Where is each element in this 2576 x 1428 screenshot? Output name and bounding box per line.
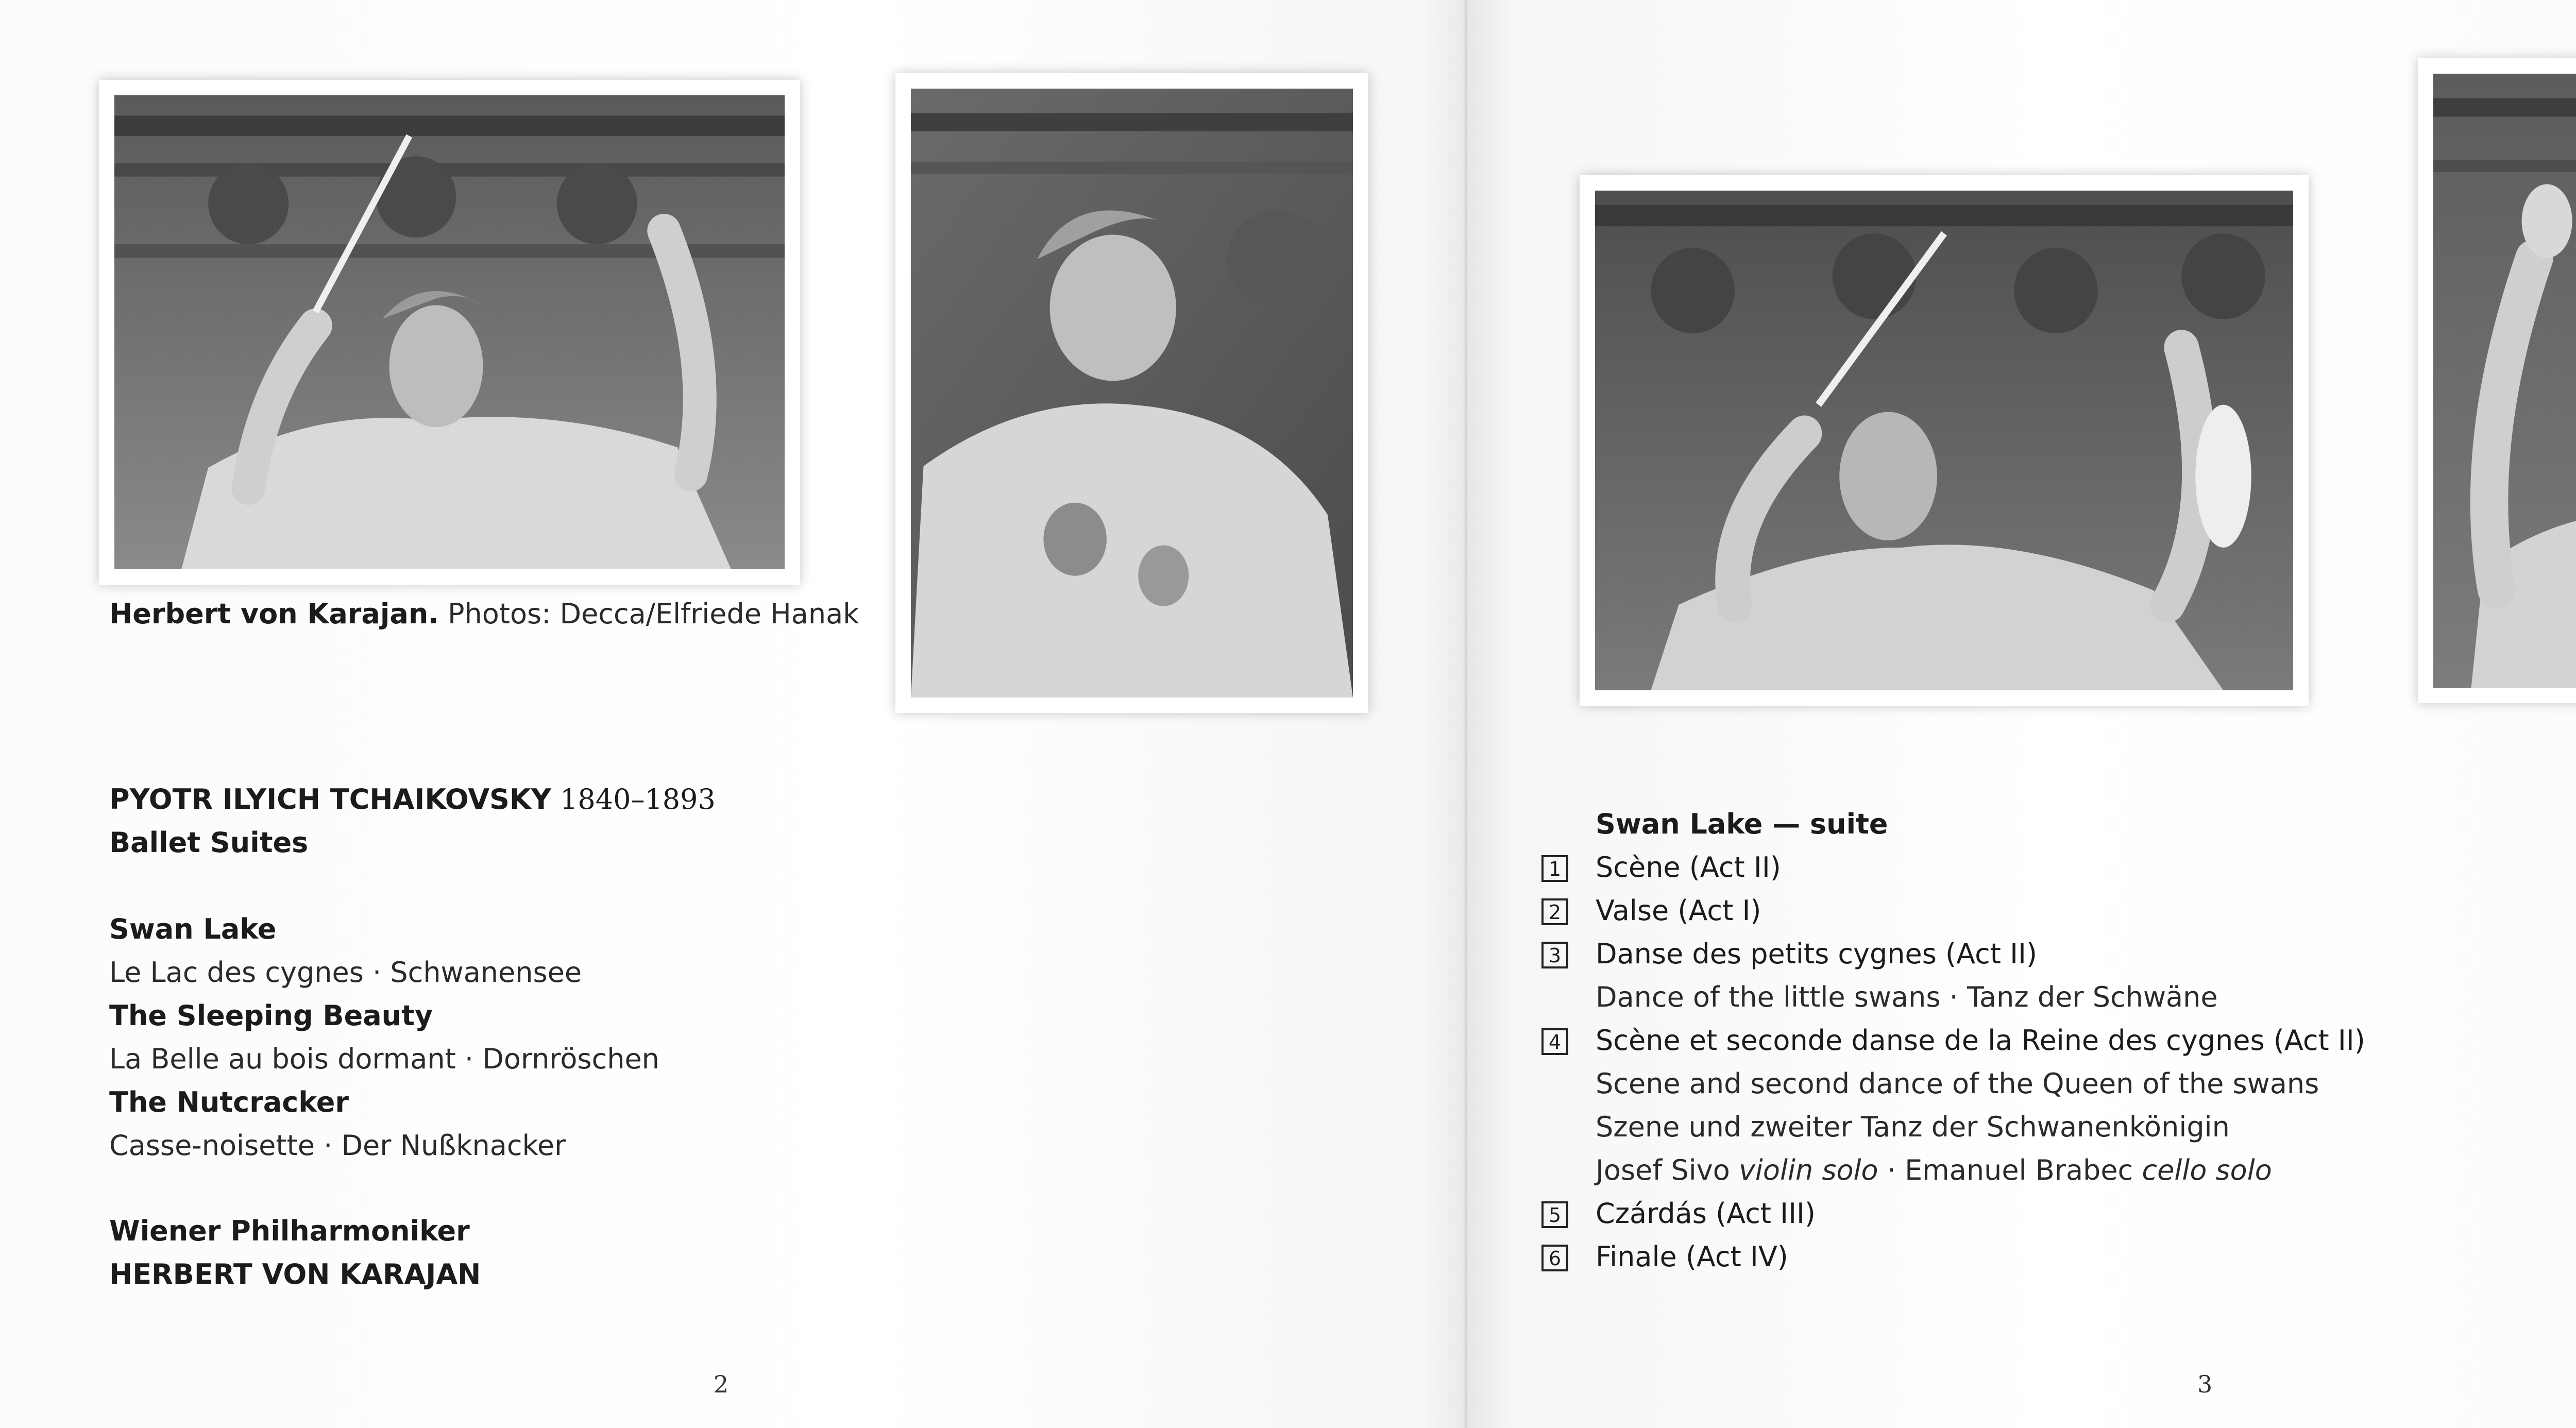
track-number: 3 bbox=[1541, 942, 1568, 968]
composer-dates: 1840–1893 bbox=[560, 783, 716, 815]
track-row bbox=[1535, 938, 2576, 981]
track-title: Scène (Act II) bbox=[1596, 851, 1781, 883]
composer-name: PYOTR ILYICH TCHAIKOVSKY bbox=[109, 783, 551, 815]
soloist-name: Emanuel Brabec bbox=[1905, 1154, 2133, 1186]
conductor-photo-2-image bbox=[911, 89, 1353, 698]
work-subtitle: Casse-noisette · Der Nußknacker bbox=[109, 1129, 566, 1162]
performers-block bbox=[109, 1210, 481, 1296]
page-number-left: 2 bbox=[714, 1370, 729, 1398]
track-number: 4 bbox=[1541, 1028, 1568, 1055]
page-number-right: 3 bbox=[2197, 1370, 2213, 1398]
track-title: Danse des petits cygnes (Act II) bbox=[1596, 938, 2038, 970]
track-title: Finale (Act IV) bbox=[1596, 1240, 1788, 1273]
conductor-photo-3-image bbox=[1595, 191, 2293, 690]
track-subtitle-row bbox=[1535, 1111, 2576, 1154]
track-row bbox=[1535, 1024, 2576, 1067]
track-number: 1 bbox=[1541, 855, 1568, 882]
conductor-photo-1-image bbox=[114, 95, 785, 569]
work-subtitle: La Belle au bois dormant · Dornröschen bbox=[109, 1043, 659, 1075]
track-row bbox=[1535, 894, 2576, 938]
track-subtitle: Dance of the little swans · Tanz der Schwäne bbox=[1596, 981, 2218, 1013]
track-number: 5 bbox=[1541, 1201, 1568, 1228]
track-title: Valse (Act I) bbox=[1596, 894, 1761, 927]
suite-title: Swan Lake — suite bbox=[1596, 808, 1888, 840]
track-title: Czárdás (Act III) bbox=[1596, 1197, 1816, 1230]
soloist-role: cello solo bbox=[2142, 1154, 2272, 1186]
caption-name: Herbert von Karajan. bbox=[109, 598, 439, 630]
track-row bbox=[1535, 1240, 2576, 1284]
conductor-photo-4 bbox=[2418, 58, 2576, 703]
photo-caption bbox=[109, 598, 859, 630]
soloists-line bbox=[1596, 1154, 2272, 1186]
soloist-separator: · bbox=[1878, 1154, 1905, 1186]
track-row bbox=[1535, 851, 2576, 894]
work-title: Swan Lake bbox=[109, 913, 277, 945]
conductor-photo-1 bbox=[99, 80, 800, 585]
soloist-role: violin solo bbox=[1738, 1154, 1878, 1186]
work-subtitle: Le Lac des cygnes · Schwanensee bbox=[109, 956, 582, 989]
conductor-photo-3 bbox=[1580, 175, 2309, 706]
track-row bbox=[1535, 1197, 2576, 1240]
conductor-photo-2 bbox=[895, 73, 1368, 713]
work-title: The Nutcracker bbox=[109, 1086, 349, 1118]
works-list bbox=[109, 908, 659, 1167]
track-subtitle: Scene and second dance of the Queen of the swans bbox=[1596, 1067, 2319, 1100]
track-number: 2 bbox=[1541, 898, 1568, 925]
soloist-name: Josef Sivo bbox=[1596, 1154, 1730, 1186]
work-title: The Sleeping Beauty bbox=[109, 999, 433, 1032]
track-subtitle-row bbox=[1535, 1067, 2576, 1111]
track-title: Scène et seconde danse de la Reine des cygnes (Act II) bbox=[1596, 1024, 2365, 1057]
soloists-row bbox=[1535, 1154, 2576, 1197]
album-title-block bbox=[109, 778, 716, 864]
conductor-name: HERBERT VON KARAJAN bbox=[109, 1258, 481, 1290]
track-subtitle: Szene und zweiter Tanz der Schwanenkönigin bbox=[1596, 1111, 2230, 1143]
orchestra-name: Wiener Philharmoniker bbox=[109, 1215, 470, 1247]
caption-credit: Photos: Decca/Elfriede Hanak bbox=[447, 598, 859, 630]
track-subtitle-row bbox=[1535, 981, 2576, 1024]
album-subtitle: Ballet Suites bbox=[109, 826, 309, 859]
conductor-photo-4-image bbox=[2433, 74, 2576, 688]
track-number: 6 bbox=[1541, 1245, 1568, 1271]
